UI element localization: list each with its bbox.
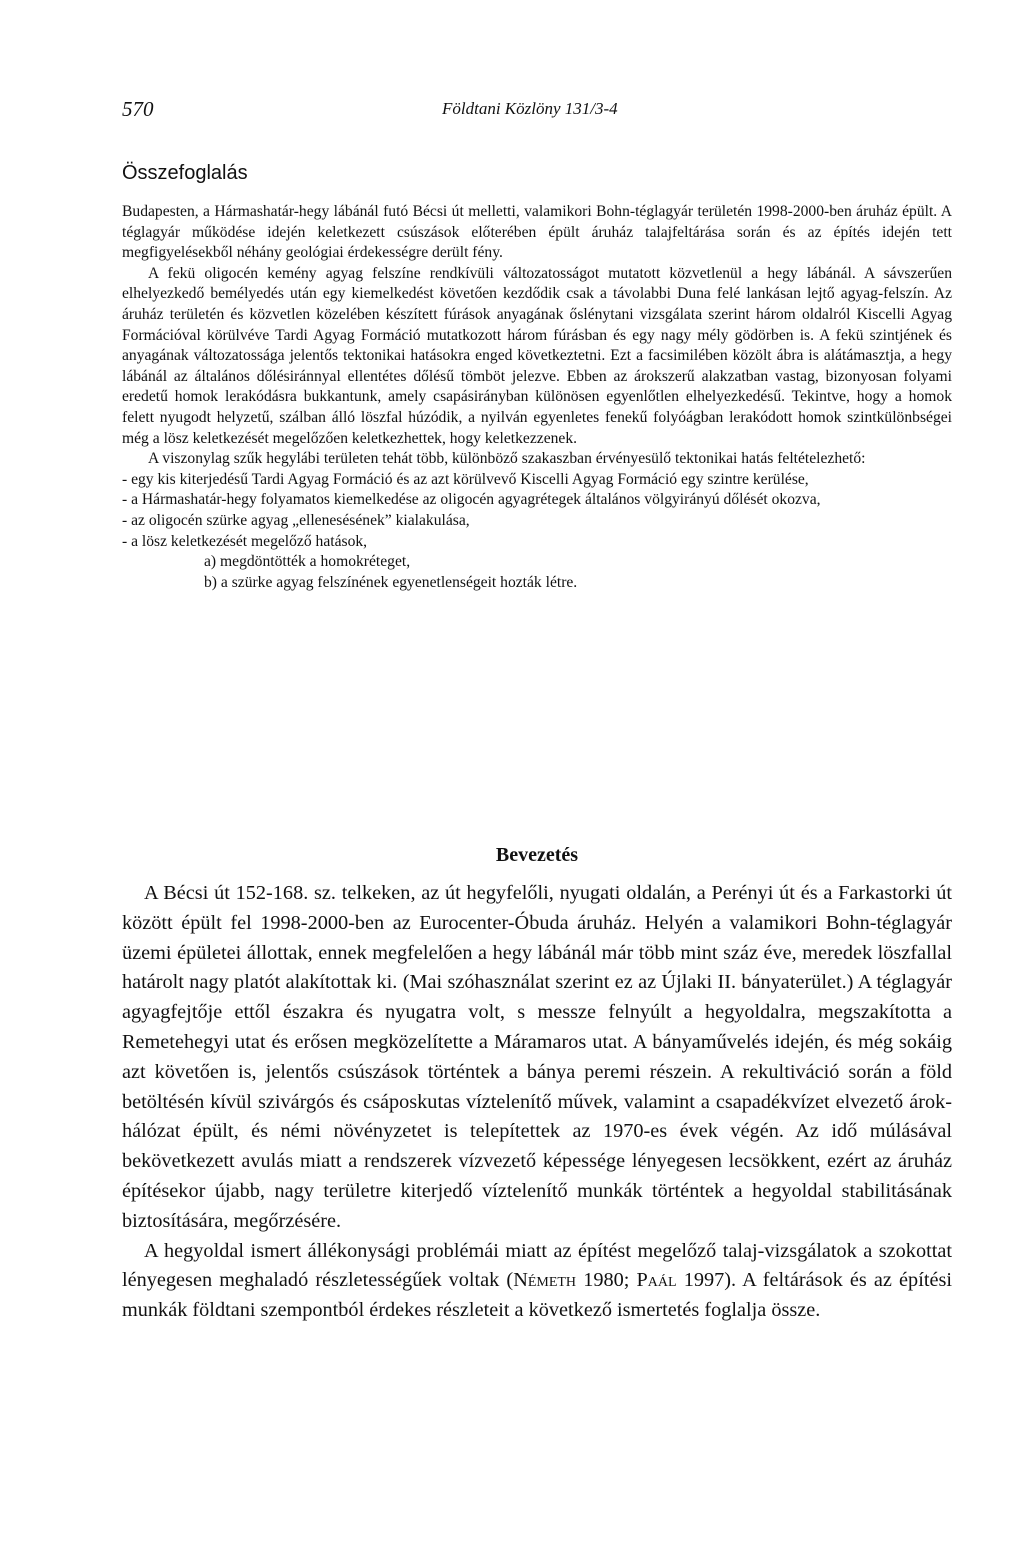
abstract-paragraph-1: Budapesten, a Hármashatár-hegy lábánál futó Bécsi út melletti, valamikori Bohn-téglagyár területén 1998-2000-ben áruház épült. A téglagyár működése idején keletkezett csúszások előterében épült áruház talajfeltárása során és az építés idején tett megfigyelésekből néhány geológiai érdekességre derült fény.	[122, 203, 952, 262]
section-title-bevezetes: Bevezetés	[495, 844, 579, 866]
abstract-sub-item: a) megdöntötték a homokréteget,	[204, 553, 411, 571]
abstract	[122, 202, 952, 593]
citation-nemeth: Németh	[513, 1269, 577, 1292]
abstract-title: Összefoglalás	[122, 162, 248, 184]
abstract-list-item: - egy kis kiterjedésű Tardi Agyag Formáció és az azt körülvevő Kiscelli Agyag Formáció egy szintre kerülése,	[122, 470, 809, 488]
citation-separator: 1980;	[576, 1269, 637, 1292]
abstract-paragraph-3: A viszonylag szűk hegylábi területen tehát több, különböző szakaszban érvényesülő tektonikai hatás feltételezhető:	[148, 450, 866, 468]
citation-paal: Paál	[636, 1269, 677, 1292]
running-header	[122, 97, 952, 127]
intro-paragraph-2-start: A hegyoldal ismert állékonysági problémái miatt az építést megelőző talaj-vizsgálatok a szokottat lényegesen meghaladó részletességűek voltak (	[122, 1239, 952, 1292]
abstract-sub-item: b) a szürke agyag felszínének egyenetlenségeit hozták létre.	[204, 573, 578, 591]
intro-body	[122, 879, 952, 1326]
intro-paragraph-2	[122, 1237, 952, 1326]
page-number: 570	[122, 97, 154, 121]
intro-paragraph-2-end: ). A feltárások és az építési munkák földtani szempontból érdekes részleteit a következő ismertetés foglalja össze.	[122, 1269, 952, 1322]
abstract-list-item: - a Hármashatár-hegy folyamatos kiemelkedése az oligocén agyagrétegek általános völgyirányú dőlését okozva,	[122, 491, 821, 509]
intro-paragraph-1: A Bécsi út 152-168. sz. telkeken, az út hegyfelőli, nyugati oldalán, a Perényi út és a Farkastorki út között épült fel 1998-2000-ben az Eurocenter-Óbuda áruház. Helyén a valamikori Bohn-téglagyár üzemi épületei állottak, ennek megfelelően a hegy lábánál már több mint száz éve, meredek löszfallal határolt nagy platót alakítottak ki. (Mai szóhasználat szerint ez az Újlaki II. bányaterület.) A téglagyár agyagfejtője ettől északra és nyugatra volt, s messze felnyúlt a hegyoldalra, megszakította a Remetehegyi utat és erősen megközelítette a Máramaros utat. A bányaművelés idején, és még sokáig azt követően is, jelentős csúszások történtek a bánya peremi részein. A rekultiváció során a föld betöltésén kívül szivárgós és csáposkutas víztelenítő művek, valamint a csapadékvízet elvezető árok-hálózat épült, és némi növényzetet is telepítettek az 1970-es évek végén. Az idő múlásával bekövetkezett avulás miatt a rendszerek vízvezető képessége lényegesen lecsökkent, ezért az áruház építésekor újabb, nagy területre kiterjedő víztelenítő munkák történtek a hegyoldal stabilitásának biztosítására, megőrzésére.	[122, 882, 952, 1232]
abstract-list-item: - az oligocén szürke agyag „ellenesésének” kialakulása,	[122, 511, 470, 529]
abstract-paragraph-2: A fekü oligocén kemény agyag felszíne rendkívüli változatosságot mutatott közvetlenül a hegy lábánál. A sávszerűen elhelyezkedő bemélyedés után egy kiemelkedést követően kezdődik csak a távolabbi Duna felé lankásan lejtő agyag-felszín. Az áruház területén és közvetlen közelében készített fúrások anyagának őslénytani vizsgálata szerint három oldalról Kiscelli Agyag Formációval körülvéve Tardi Agyag Formáció mutatkozott három fúrásban és egy nagy mély gödörben is. A fekü szintjének és anyagának változatossága jelentős tektonikai hatásokra enged következtetni. Ezt a facsimilében közölt ábra is alátámasztja, a hegy lábánál az általános dőlésiránnyal ellentétes dőlésű tömböt jelezve. Ebben az árokszerű alakzatban vastag, bizonyosan folyami eredetű homok lerakódásra bukkantunk, amely csapásirányban különösen egyenlőtlen elhelyezkedésű. Tekintve, hogy a homok felett nyugodt helyzetű, szálban álló löszfal húzódik, a nyilván egyenletes fenekű folyóágban lerakódott homok szintkülönbségei még a lösz keletkezését megelőzően keletkezhettek, hogy keletkezzenek.	[122, 264, 952, 447]
journal-title: Földtani Közlöny 131/3-4	[442, 99, 618, 118]
citation-paal-year: 1997	[676, 1269, 725, 1292]
abstract-list-item: - a lösz keletkezését megelőző hatások,	[122, 532, 368, 550]
